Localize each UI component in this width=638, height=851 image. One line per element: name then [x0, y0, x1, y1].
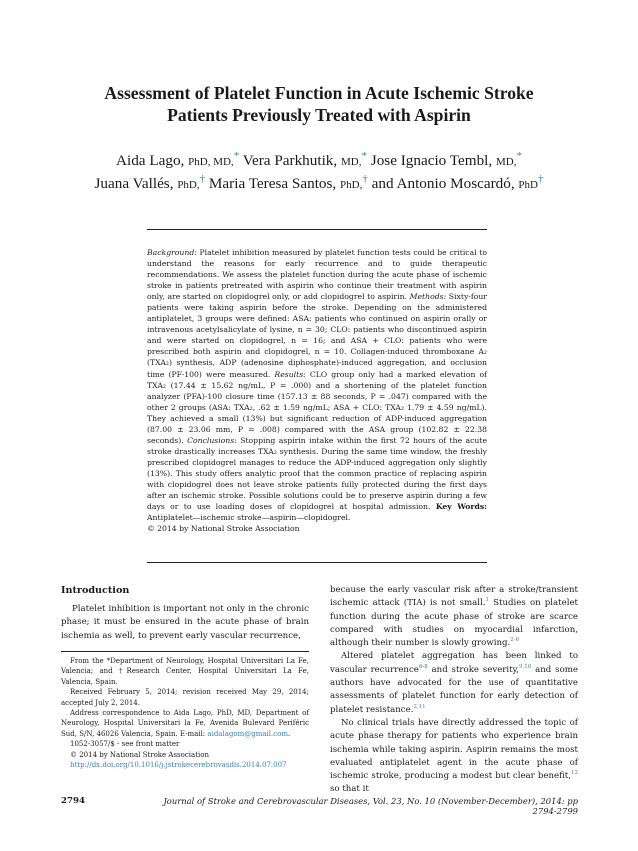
- issn-footnote: 1052-3057/$ - see front matter: [70, 740, 180, 749]
- paragraph-text: Studies on platelet function during the acute phase of stroke are scarce compared with studies on myocardial infarction, although their number is slowly growing.: [330, 598, 579, 649]
- citation-ref[interactable]: 6-8: [418, 663, 428, 670]
- citation-ref[interactable]: 9,10: [519, 663, 532, 670]
- page-number: 2794: [61, 796, 85, 806]
- affiliation-mark: *: [233, 149, 240, 162]
- affiliation-mark: *: [516, 149, 522, 162]
- citation-ref[interactable]: 2-6: [510, 637, 520, 644]
- body-paragraph: [330, 717, 578, 797]
- footnotes: [61, 656, 309, 770]
- abstract-top-rule: [147, 229, 487, 230]
- author-degree: MD,: [341, 156, 362, 168]
- affiliation-footnote: From the *Department of Neurology, Hospital Universitari La Fe, Valencia; and †Research Center, Hospital Universitari La Fe, Valencia, Spain.: [61, 656, 309, 686]
- background-label: Background:: [147, 248, 197, 257]
- paragraph-text: and some authors have advocated for the use of quantitative assessments of platelet function for early detection of platelet resistance.: [330, 664, 578, 715]
- affiliation-mark: *: [361, 149, 367, 162]
- author-degree: PhD,: [340, 179, 363, 191]
- paragraph-text: Altered platelet aggregation has been linked to vascular recurrence: [330, 651, 578, 675]
- author-name: Vera Parkhutik,: [242, 152, 338, 169]
- title-line-1: Assessment of Platelet Function in Acute Ischemic Stroke: [104, 83, 534, 103]
- author-name: Jose Ignacio Tembl,: [370, 152, 493, 169]
- left-column: [61, 584, 309, 770]
- right-column: [330, 584, 578, 797]
- received-footnote: Received February 5, 2014; revision received May 29, 2014; accepted July 2, 2014.: [61, 688, 309, 707]
- abstract-copyright: © 2014 by National Stroke Association: [147, 524, 300, 534]
- keywords-label: Key Words:: [435, 502, 487, 512]
- paragraph-text: No clinical trials have directly addressed the topic of acute phase therapy for patients who experience brain ischemia while taking aspirin. Aspirin remains the most evaluated antiplatelet agent in the acute phase of ischemic stroke, producing a modest but clear benefit,: [330, 717, 578, 782]
- intro-paragraph: Platelet inhibition is important not only in the chronic phase; it must be ensured in the acute phase of brain ischemia as well, to prevent early vascular recurrence,: [61, 604, 309, 641]
- affiliation-mark: †: [362, 172, 368, 185]
- author-name: and Antonio Moscardó,: [371, 175, 515, 192]
- citation-ref[interactable]: 2,11: [413, 703, 426, 710]
- conclusions-text: Stopping aspirin intake within the first 72 hours of the acute stroke drastically increases TXA₂ synthesis. During the same time window, the freshly prescribed clopidogrel manages to reduce the ADP-induced aggregation only slightly (13%). This study offers analytic proof that the common practice of replacing aspirin with clopidogrel does not leave stroke patients fully protected during the first days after an ischemic stroke. Possible solutions could be to preserve aspirin during a few days or to use loading doses of clopidogrel at hospital admission.: [147, 435, 487, 512]
- body-paragraph: [330, 584, 578, 650]
- author-degree: PhD: [518, 179, 538, 191]
- copyright-footnote: © 2014 by National Stroke Association: [70, 750, 209, 759]
- email-link[interactable]: aidalagom@gmail.com: [207, 729, 288, 738]
- title-line-2: Patients Previously Treated with Aspirin: [167, 105, 471, 125]
- citation-ref[interactable]: 12: [571, 770, 578, 777]
- affiliation-mark: †: [537, 172, 544, 185]
- paragraph-text: because the early vascular risk after a stroke/transient ischemic attack (TIA) is not small.: [330, 585, 578, 609]
- article-title: [40, 82, 598, 126]
- correspondence-end: .: [288, 729, 291, 738]
- correspondence-footnote: [61, 708, 309, 739]
- correspondence-text: Address correspondence to Aida Lago, PhD, MD, Department of Neurology, Hospital Universitari la Fe, Avenida Bulevard Periféric Sud, S/N, 46026 Valencia, Spain. E-mail:: [61, 708, 309, 738]
- affiliation-mark: †: [199, 172, 206, 185]
- paragraph-text: so that it: [330, 784, 369, 795]
- background-text: Platelet inhibition measured by platelet function tests could be critical to understand the reasons for early recurrence and to guide therapeutic recommendations. We assess the platelet function during the acute phase of ischemic stroke in patients pretreated with aspirin who continue their treatment with aspirin only, are started on clopidogrel only, or add clopidogrel to aspirin.: [147, 248, 487, 302]
- author-list: [20, 150, 618, 196]
- author-name: Aida Lago,: [116, 152, 185, 169]
- results-label: Results:: [274, 369, 306, 379]
- citation-ref[interactable]: 1: [485, 597, 490, 604]
- journal-citation: Journal of Stroke and Cerebrovascular Diseases, Vol. 23, No. 10 (November-December), 2014: pp 2794-2799: [163, 796, 578, 816]
- author-name: Maria Teresa Santos,: [208, 175, 337, 192]
- footnote-rule: [61, 651, 309, 652]
- methods-label: Methods:: [409, 292, 447, 302]
- conclusions-label: Conclusions:: [187, 435, 237, 445]
- paragraph-text: and stroke severity,: [427, 664, 520, 675]
- author-degree: PhD, MD,: [188, 156, 234, 168]
- abstract-bottom-rule: [147, 562, 487, 563]
- methods-text: Sixty-four patients were taking aspirin before the stroke. Depending on the administered antiplatelet, 3 groups were defined: ASA: patients who continued on aspirin orally or intravenous acetylsalicylate of lysine, n = 30; CLO: patients who discontinued aspirin and were started on clopidogrel, n = 16; and ASA + CLO: patients who were prescribed both aspirin and clopidogrel, n = 10. Collagen-induced thromboxane A₂ (TXA₂) synthesis, ADP (adenosine diphosphate)-induced aggregation, and occlusion time (PF-100) were measured.: [147, 292, 487, 379]
- author-degree: MD,: [495, 156, 517, 168]
- keywords-text: Antiplatelet—ischemic stroke—aspirin—clopidogrel.: [147, 513, 351, 523]
- doi-link[interactable]: http://dx.doi.org/10.1016/j.jstrokecerebrovasdis.2014.07.007: [70, 760, 287, 769]
- abstract: [147, 247, 487, 534]
- results-text: CLO group only had a marked elevation of TXA₂ (17.44 ± 15.62 ng/mL, P = .000) and a shortening of the platelet function analyzer (PFA)-100 closure time (157.13 ± 88 seconds, P = .047) compared with the other 2 groups (ASA: TXA₂, .62 ± 1.59 ng/mL; ASA + CLO: TXA₂ 1.79 ± 4.59 ng/mL). They achieved a small (13%) but significant reduction of ADP-induced aggregation (87.00 ± 23.06 mm, P = .008) compared with the ASA group (102.82 ± 22.38 seconds).: [147, 369, 487, 445]
- author-name: Juana Vallés,: [94, 175, 174, 192]
- author-degree: PhD,: [177, 179, 200, 191]
- body-paragraph: [330, 650, 578, 716]
- section-heading-introduction: Introduction: [61, 585, 130, 596]
